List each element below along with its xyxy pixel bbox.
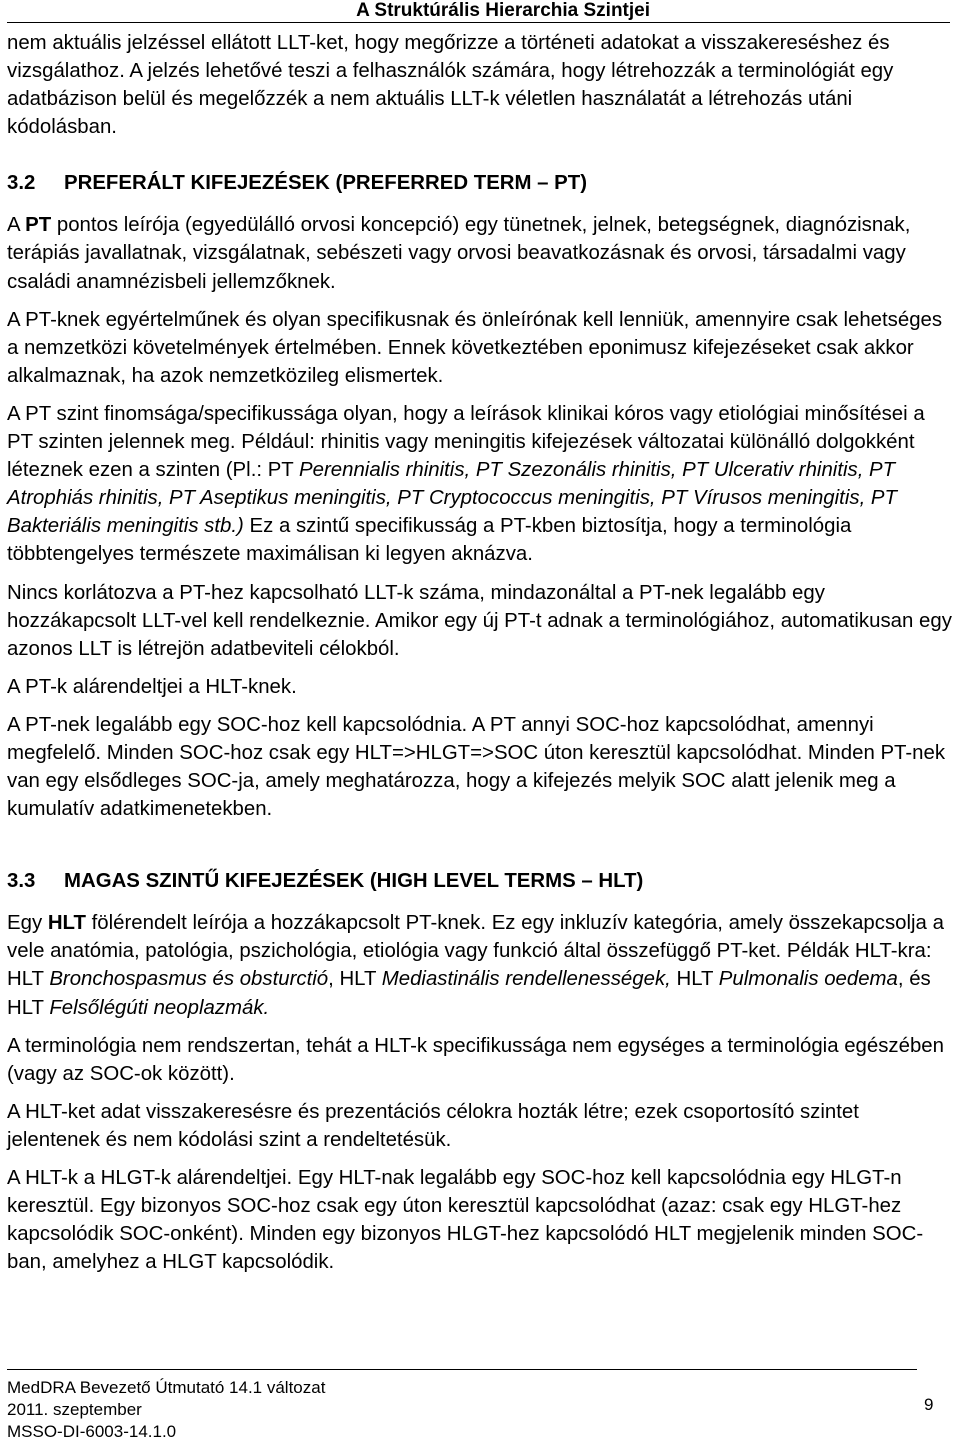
section-3-2-number: 3.2 — [7, 172, 36, 195]
document-body — [7, 29, 953, 1286]
pt-soc-paragraph: A PT-nek legalább egy SOC-hoz kell kapcsolódnia. A PT annyi SOC-hoz kapcsolódhat, amennyi megfelelő. Minden SOC-hoz csak egy HLT=>HLGT=>SOC úton keresztül kapcsolódhat. Minden PT-nek van egy elsődleges SOC-ja, amely meghatározza, hogy a kifejezés melyik SOC alatt jelenik meg a kumulatív adatkimenetekben. — [7, 713, 946, 821]
section-3-3-title: MAGAS SZINTŰ KIFEJEZÉSEK (HIGH LEVEL TERMS – HLT) — [64, 870, 644, 893]
running-header-title: A Struktúrális Hierarchia Szintjei — [356, 0, 650, 21]
pt-def-part-c: pontos leírója (egyedülálló orvosi koncepció) egy tünetnek, jelnek, betegségnek, diagnózisnak, terápiás javallatnak, vizsgálatnak, sebészeti vagy orvosi beavatkozásnak és orvosi, társadalmi vagy családi anamnézisbeli jellemzőknek. — [7, 214, 911, 293]
hlt-purpose-paragraph: A HLT-ket adat visszakeresésre és prezentációs célokra hozták létre; ezek csoportosító szintet jelentenek és nem kódolási szint a rendeltetésük. — [7, 1100, 859, 1151]
hlt-example-3: Pulmonalis oedema — [718, 968, 898, 991]
section-3-2-heading — [7, 169, 953, 197]
hlt-def-part-i: , és HLT — [7, 968, 931, 1019]
section-3-2-title: PREFERÁLT KIFEJEZÉSEK (PREFERRED TERM – PT) — [64, 172, 588, 195]
pt-def-part-a: A — [7, 214, 26, 237]
footer-rule — [7, 1369, 917, 1370]
pt-llt-paragraph: Nincs korlátozva a PT-hez kapcsolható LLT-k száma, mindazonáltal a PT-nek legalább egy hozzákapcsolt LLT-vel kell rendelkeznie. Amikor egy új PT-t adnak a terminológiához, automatikusan egy azonos LLT is létrejön adatbeviteli célokból. — [7, 581, 952, 660]
pt-granularity-paragraph — [7, 400, 953, 569]
pt-specificity-paragraph: A PT-knek egyértelműnek és olyan specifikusnak és önleírónak kell lenniük, amennyire csak lehetséges a nemzetközi követelmények értelmében. Ennek következtében eponimusz kifejezéseket csak akkor alkalmaznak, ha azok nemzetközileg elismertek. — [7, 308, 943, 387]
pt-def-bold-term: PT — [25, 214, 52, 237]
intro-paragraph: nem aktuális jelzéssel ellátott LLT-ket, hogy megőrizze a történeti adatokat a visszakereséshez és vizsgálathoz. A jelzés lehetővé teszi a felhasználók számára, hogy létrehozzák a terminológiát egy adatbázison belül és megelőzzék a nem aktuális LLT-k véletlen használatát a létrehozás utáni kódolásban. — [7, 32, 894, 139]
hlt-def-part-c: fölérendelt leírója a hozzákapcsolt PT-knek. Ez egy inkluzív kategória, amely összekapcsolja a vele anatómia, patológia, pszichológia, etiológia vagy funkció által összefüggő PT-ket. Példák HLT-kra: HLT — [7, 912, 944, 991]
pt-gran-part-a: A PT szint finomsága/specifikussága olyan, hogy a leírások klinikai kóros vagy etiológiai minősítései a PT szinten jelennek meg. Például: rhinitis vagy meningitis kifejezések változatai különálló dolgokként léteznek ezen a szinten (Pl.: PT — [7, 402, 925, 482]
hlt-def-part-a: Egy — [7, 912, 48, 935]
footer-date: 2011. szeptember — [7, 1400, 142, 1419]
footer-doc-id: MSSO-DI-6003-14.1.0 — [7, 1422, 177, 1441]
pt-definition-paragraph — [7, 211, 953, 295]
hlt-example-1: Bronchospasmus és obsturctió — [49, 968, 329, 991]
hlt-example-2: Mediastinális rendellenességek, — [381, 968, 671, 991]
hlt-hlgt-paragraph: A HLT-k a HLGT-k alárendeltjei. Egy HLT-nak legalább egy SOC-hoz kell kapcsolódnia egy HLGT-n keresztül. Egy bizonyos SOC-hoz csak egy úton keresztül kapcsolódhat (azaz: csak egy HLGT-hez kapcsolódik SOC-onként). Minden egy bizonyos HLGT-hez kapcsolódó HLT megjelenik minden SOC-ban, amelyhez a HLGT kapcsolódik. — [7, 1167, 924, 1274]
hlt-def-bold-term: HLT — [47, 912, 86, 935]
pt-gran-part-c: Ez a szintű specifikusság a PT-kben biztosítja, hogy a terminológia többtengelyes természete maximálisan ki legyen aknázva. — [7, 515, 852, 566]
hlt-taxonomy-paragraph: A terminológia nem rendszertan, tehát a HLT-k specifikussága nem egységes a terminológia egészében (vagy az SOC-ok között). — [7, 1034, 944, 1085]
footer-doc-title: MedDRA Bevezető Útmutató 14.1 változat — [7, 1378, 326, 1397]
hlt-def-part-e: , HLT — [328, 968, 382, 991]
pt-subordinate-paragraph: A PT-k alárendeltjei a HLT-knek. — [7, 675, 297, 698]
header-rule — [7, 22, 950, 23]
section-3-3-number: 3.3 — [7, 870, 36, 893]
hlt-def-part-g: HLT — [670, 968, 719, 991]
pt-gran-examples: Perennialis rhinitis, PT Szezonális rhinitis, PT Ulcerativ rhinitis, PT Atrophiás rhinitis, PT Aseptikus meningitis, PT Cryptococcus meningitis, PT Vírusos meningitis, PT Bakteriális meningitis stb.) — [7, 459, 897, 538]
footer — [7, 1377, 325, 1443]
page-number: 9 — [924, 1395, 934, 1414]
section-3-3-heading — [7, 867, 953, 895]
hlt-definition-paragraph — [7, 909, 953, 1021]
hlt-example-4: Felsőlégúti neoplazmák. — [49, 996, 270, 1019]
